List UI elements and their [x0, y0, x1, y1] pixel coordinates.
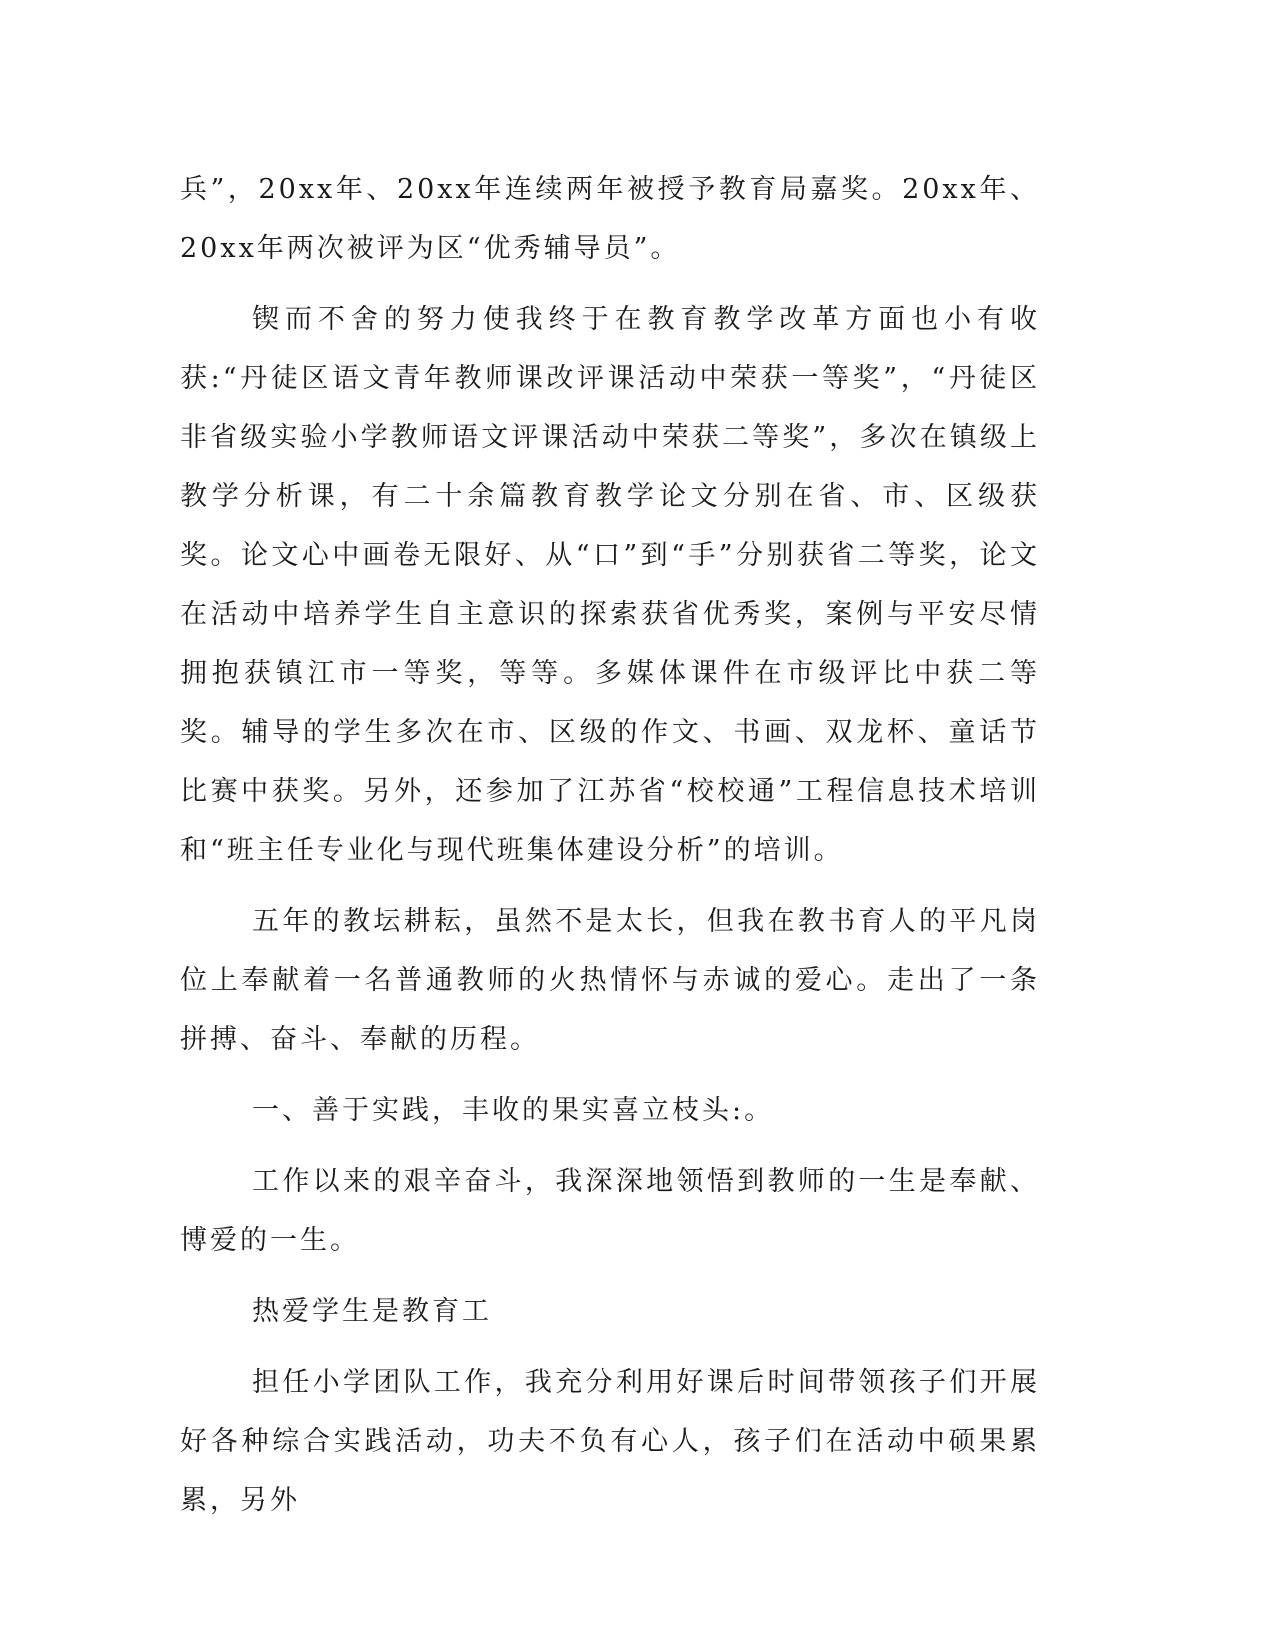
paragraph-continuation: 兵”，20xx年、20xx年连续两年被授予教育局嘉奖。20xx年、20xx年两次被评为区“优秀辅导员”。	[180, 174, 1040, 264]
section-heading-one: 一、善于实践，丰收的果实喜立枝头:。	[252, 1095, 775, 1126]
paragraph-achievements: 锲而不舍的努力使我终于在教育教学改革方面也小有收获:“丹徒区语文青年教师课改评课活动中荣获一等奖”，“丹徒区非省级实验小学教师语文评课活动中荣获二等奖”，多次在镇级上教学分析课，有二十余篇教育教学论文分别在省、市、区级获奖。论文心中画卷无限好、从“口”到“手”分别获省二等奖，论文在活动中培养学生自主意识的探索获省优秀奖，案例与平安尽情拥抱获镇江市一等奖，等等。多媒体课件在市级评比中获二等奖。辅导的学生多次在市、区级的作文、书画、双龙杯、童话节比赛中获奖。另外，还参加了江苏省“校校通”工程信息技术培训和“班主任专业化与现代班集体建设分析”的培训。	[180, 304, 1040, 866]
paragraph-five-years: 五年的教坛耕耘，虽然不是太长，但我在教书育人的平凡岗位上奉献着一名普通教师的火热情怀与赤诚的爱心。走出了一条拼搏、奋斗、奉献的历程。	[180, 906, 1040, 1055]
document-body	[180, 160, 1040, 1542]
paragraph-love-students: 热爱学生是教育工	[252, 1296, 492, 1327]
paragraph-team-work: 担任小学团队工作，我充分利用好课后时间带领孩子们开展好各种综合实践活动，功夫不负有心人，孩子们在活动中硕果累累，另外	[180, 1367, 1040, 1516]
paragraph-dedication: 工作以来的艰辛奋斗，我深深地领悟到教师的一生是奉献、博爱的一生。	[180, 1166, 1040, 1256]
